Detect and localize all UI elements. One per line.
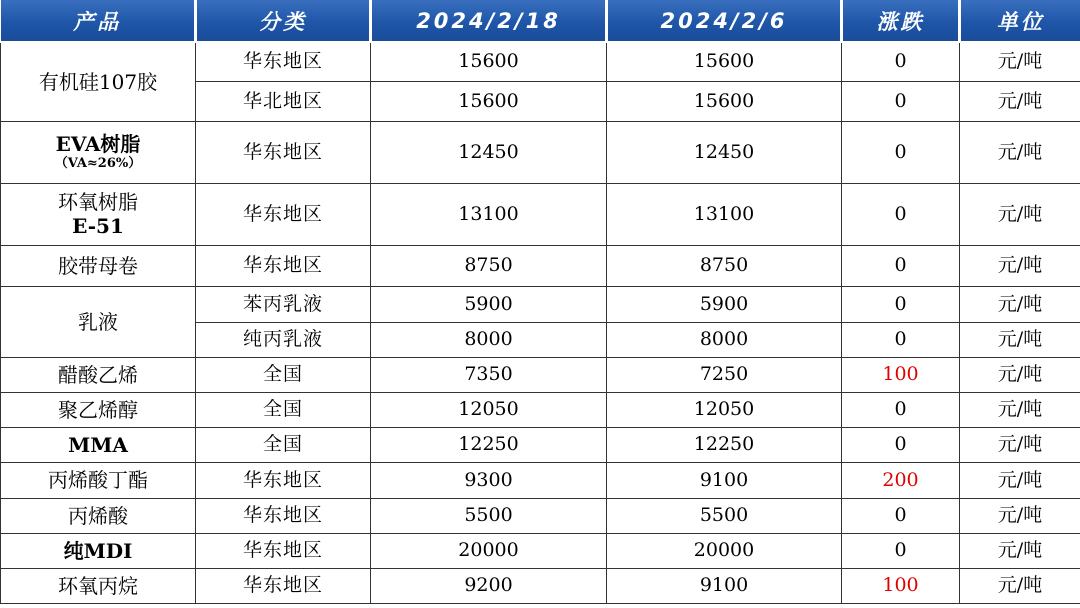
region-cell: 华东地区 xyxy=(196,121,371,183)
product-label: 有机硅107胶 xyxy=(38,69,158,94)
column-header-date-current: 2024/2/18 xyxy=(371,0,607,42)
price-previous-cell: 9100 xyxy=(607,462,842,498)
change-cell: 0 xyxy=(842,498,960,533)
table-header xyxy=(1,0,1080,42)
change-cell: 0 xyxy=(842,286,960,322)
product-name: 丙烯酸 xyxy=(1,498,196,533)
change-cell: 100 xyxy=(842,357,960,392)
price-current-cell: 5500 xyxy=(371,498,607,533)
column-header-product: 产品 xyxy=(1,0,196,42)
price-current-cell: 12250 xyxy=(371,427,607,462)
change-cell: 100 xyxy=(842,568,960,603)
table-row xyxy=(1,357,1080,392)
price-current-cell: 9200 xyxy=(371,568,607,603)
product-label: 纯MDI xyxy=(63,538,133,563)
price-current-cell: 12050 xyxy=(371,392,607,427)
product-name: 聚乙烯醇 xyxy=(1,392,196,427)
table-row xyxy=(1,568,1080,603)
region-cell: 全国 xyxy=(196,427,371,462)
unit-cell: 元/吨 xyxy=(960,42,1080,81)
change-cell: 0 xyxy=(842,533,960,568)
unit-cell: 元/吨 xyxy=(960,568,1080,603)
unit-cell: 元/吨 xyxy=(960,462,1080,498)
price-current-cell: 7350 xyxy=(371,357,607,392)
region-cell: 华东地区 xyxy=(196,498,371,533)
table-row xyxy=(1,42,1080,81)
change-cell: 0 xyxy=(842,42,960,81)
product-name xyxy=(1,183,196,245)
product-grade: E-51 xyxy=(72,214,124,238)
unit-cell: 元/吨 xyxy=(960,81,1080,121)
region-cell: 华北地区 xyxy=(196,81,371,121)
product-label: 环氧树脂 xyxy=(58,190,138,214)
region-cell: 全国 xyxy=(196,392,371,427)
unit-cell: 元/吨 xyxy=(960,245,1080,286)
region-cell: 苯丙乳液 xyxy=(196,286,371,322)
table-body xyxy=(1,42,1080,603)
table-row xyxy=(1,286,1080,322)
table-row xyxy=(1,427,1080,462)
header-row xyxy=(1,0,1080,42)
unit-cell: 元/吨 xyxy=(960,286,1080,322)
price-current-cell: 8000 xyxy=(371,322,607,357)
product-name: 丙烯酸丁酯 xyxy=(1,462,196,498)
price-previous-cell: 15600 xyxy=(607,42,842,81)
price-previous-cell: 9100 xyxy=(607,568,842,603)
unit-cell: 元/吨 xyxy=(960,427,1080,462)
change-cell: 0 xyxy=(842,322,960,357)
change-cell: 0 xyxy=(842,427,960,462)
price-previous-cell: 8750 xyxy=(607,245,842,286)
price-previous-cell: 5900 xyxy=(607,286,842,322)
product-name xyxy=(1,427,196,462)
price-previous-cell: 12050 xyxy=(607,392,842,427)
unit-cell: 元/吨 xyxy=(960,121,1080,183)
change-cell: 0 xyxy=(842,245,960,286)
price-current-cell: 8750 xyxy=(371,245,607,286)
price-current-cell: 20000 xyxy=(371,533,607,568)
price-current-cell: 5900 xyxy=(371,286,607,322)
unit-cell: 元/吨 xyxy=(960,533,1080,568)
change-cell: 0 xyxy=(842,392,960,427)
table-row xyxy=(1,121,1080,183)
price-current-cell: 9300 xyxy=(371,462,607,498)
product-name: 醋酸乙烯 xyxy=(1,357,196,392)
region-cell: 华东地区 xyxy=(196,568,371,603)
column-header-category: 分类 xyxy=(196,0,371,42)
unit-cell: 元/吨 xyxy=(960,357,1080,392)
price-previous-cell: 8000 xyxy=(607,322,842,357)
price-previous-cell: 15600 xyxy=(607,81,842,121)
price-previous-cell: 13100 xyxy=(607,183,842,245)
product-name: 环氧丙烷 xyxy=(1,568,196,603)
region-cell: 华东地区 xyxy=(196,42,371,81)
table-row xyxy=(1,498,1080,533)
product-label: MMA xyxy=(68,432,128,457)
price-previous-cell: 7250 xyxy=(607,357,842,392)
region-cell: 华东地区 xyxy=(196,533,371,568)
change-cell: 0 xyxy=(842,81,960,121)
product-name xyxy=(1,42,196,121)
price-previous-cell: 20000 xyxy=(607,533,842,568)
product-label: EVA树脂 xyxy=(55,132,141,157)
region-cell: 全国 xyxy=(196,357,371,392)
price-current-cell: 15600 xyxy=(371,81,607,121)
price-previous-cell: 5500 xyxy=(607,498,842,533)
unit-cell: 元/吨 xyxy=(960,392,1080,427)
change-cell: 0 xyxy=(842,183,960,245)
price-current-cell: 15600 xyxy=(371,42,607,81)
region-cell: 纯丙乳液 xyxy=(196,322,371,357)
region-cell: 华东地区 xyxy=(196,183,371,245)
region-cell: 华东地区 xyxy=(196,245,371,286)
table-row xyxy=(1,245,1080,286)
unit-cell: 元/吨 xyxy=(960,498,1080,533)
price-previous-cell: 12250 xyxy=(607,427,842,462)
product-name xyxy=(1,533,196,568)
column-header-date-previous: 2024/2/6 xyxy=(607,0,842,42)
column-header-change: 涨跌 xyxy=(842,0,960,42)
table-row xyxy=(1,533,1080,568)
table-row xyxy=(1,392,1080,427)
change-cell: 200 xyxy=(842,462,960,498)
column-header-unit: 单位 xyxy=(960,0,1080,42)
product-name xyxy=(1,121,196,183)
price-current-cell: 13100 xyxy=(371,183,607,245)
region-cell: 华东地区 xyxy=(196,462,371,498)
table-row xyxy=(1,462,1080,498)
price-previous-cell: 12450 xyxy=(607,121,842,183)
change-cell: 0 xyxy=(842,121,960,183)
unit-cell: 元/吨 xyxy=(960,322,1080,357)
price-current-cell: 12450 xyxy=(371,121,607,183)
unit-cell: 元/吨 xyxy=(960,183,1080,245)
product-note: （VA≈26%） xyxy=(54,156,142,172)
product-name: 胶带母卷 xyxy=(1,245,196,286)
table-row xyxy=(1,183,1080,245)
product-name: 乳液 xyxy=(1,286,196,357)
